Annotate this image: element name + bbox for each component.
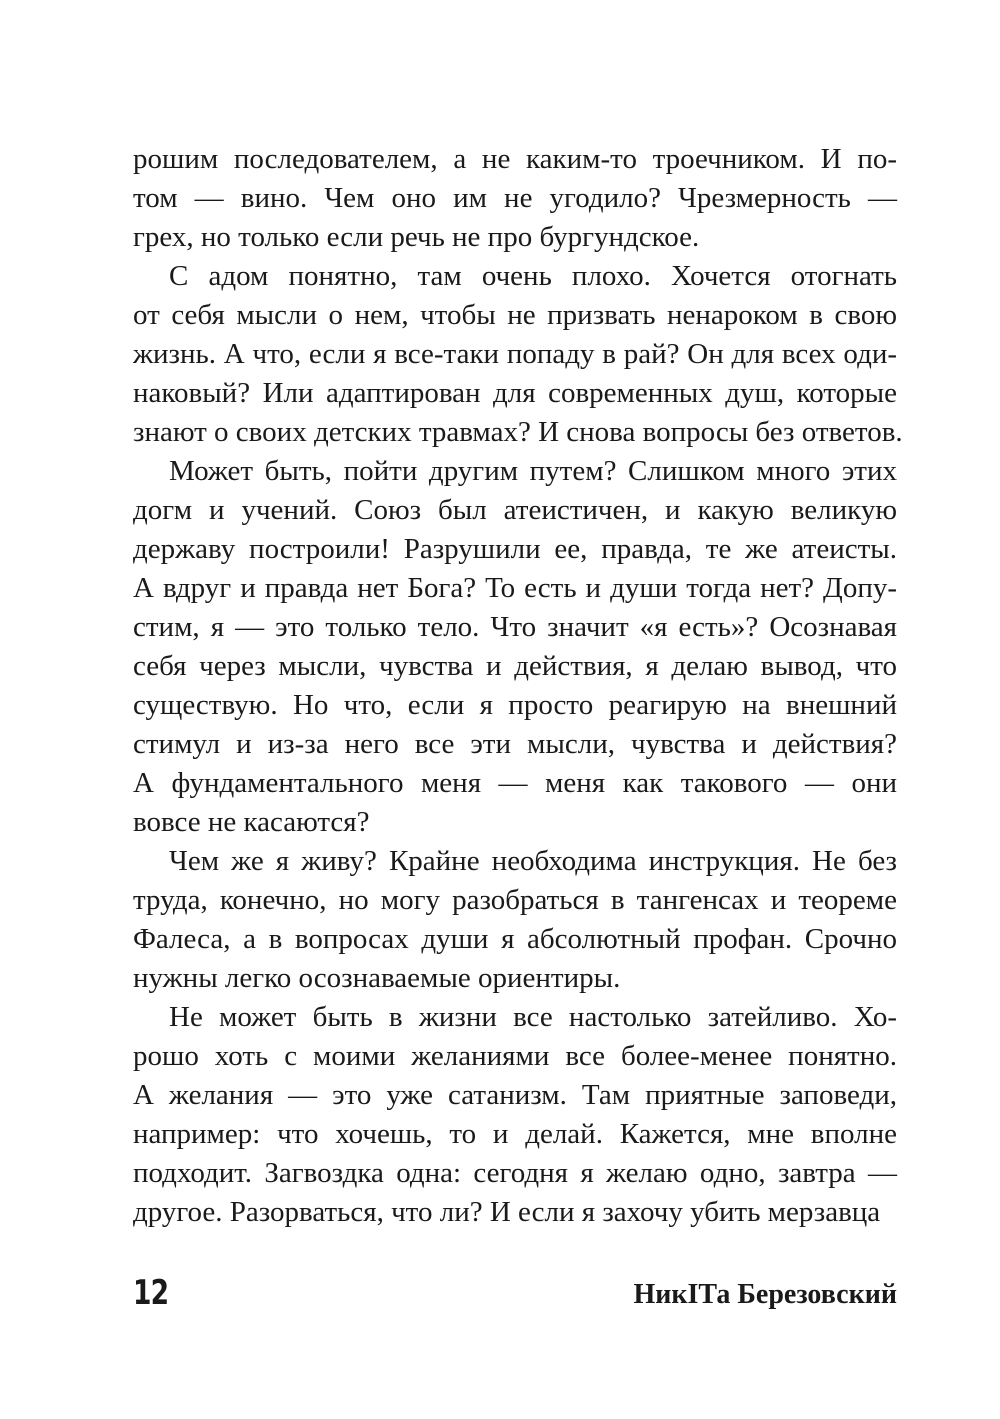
text-line: знают о своих детских травмах? И снова вопросы без ответов.	[133, 416, 903, 448]
text-line: подходит. Загвоздка одна: сегодня я желаю одно, завтра —	[133, 1157, 897, 1189]
text-line: труда, конечно, но могу разобраться в тангенсах и теореме	[133, 884, 897, 916]
page-number: 12	[133, 1273, 169, 1313]
text-line: том — вино. Чем оно им не угодило? Чрезмерность —	[133, 182, 897, 214]
text-line: например: что хочешь, то и делай. Кажется, мне вполне	[133, 1118, 897, 1150]
text-line: Фалеса, а в вопросах души я абсолютный профан. Срочно	[133, 923, 897, 955]
author-name: НикІТа Березовский	[633, 1279, 897, 1310]
text-line: державу построили! Разрушили ее, правда, те же атеисты.	[133, 533, 897, 565]
paragraph	[133, 452, 897, 842]
text-line: жизнь. А что, если я все-таки попаду в рай? Он для всех оди-	[133, 338, 897, 370]
text-line: Не может быть в жизни все настолько затейливо. Хо-	[169, 1001, 897, 1033]
text-line: С адом понятно, там очень плохо. Хочется отогнать	[169, 260, 897, 292]
text-line: нужны легко осознаваемые ориентиры.	[133, 962, 621, 994]
text-line: существую. Но что, если я просто реагирую на внешний	[133, 689, 897, 721]
text-line: рошо хоть с моими желаниями все более-менее понятно.	[133, 1040, 897, 1072]
text-line: Чем же я живу? Крайне необходима инструкция. Не без	[169, 845, 897, 877]
text-line: другое. Разорваться, что ли? И если я захочу убить мерзавца	[133, 1196, 881, 1228]
text-line: рошим последователем, а не каким-то троечником. И по-	[133, 143, 897, 175]
page-footer	[133, 1271, 897, 1321]
paragraph	[133, 842, 897, 998]
text-line: А фундаментального меня — меня как такового — они	[133, 767, 897, 799]
text-line: А вдруг и правда нет Бога? То есть и души тогда нет? Допу-	[133, 572, 897, 604]
paragraph	[133, 998, 897, 1232]
text-line: догм и учений. Союз был атеистичен, и какую великую	[133, 494, 897, 526]
paragraph	[133, 257, 903, 452]
text-line: себя через мысли, чувства и действия, я делаю вывод, что	[133, 650, 897, 682]
text-line: грех, но только если речь не про бургундское.	[133, 221, 700, 253]
text-line: А желания — это уже сатанизм. Там приятные заповеди,	[133, 1079, 897, 1111]
text-line: стим, я — это только тело. Что значит «я есть»? Осознавая	[133, 611, 897, 643]
text-line: Может быть, пойти другим путем? Слишком много этих	[169, 455, 897, 487]
paragraph	[133, 140, 897, 257]
text-line: стимул и из-за него все эти мысли, чувства и действия?	[133, 728, 897, 760]
text-line: наковый? Или адаптирован для современных душ, которые	[133, 377, 897, 409]
body-text	[133, 140, 903, 1232]
text-line: от себя мысли о нем, чтобы не призвать ненароком в свою	[133, 299, 897, 331]
text-line: вовсе не касаются?	[133, 806, 370, 838]
